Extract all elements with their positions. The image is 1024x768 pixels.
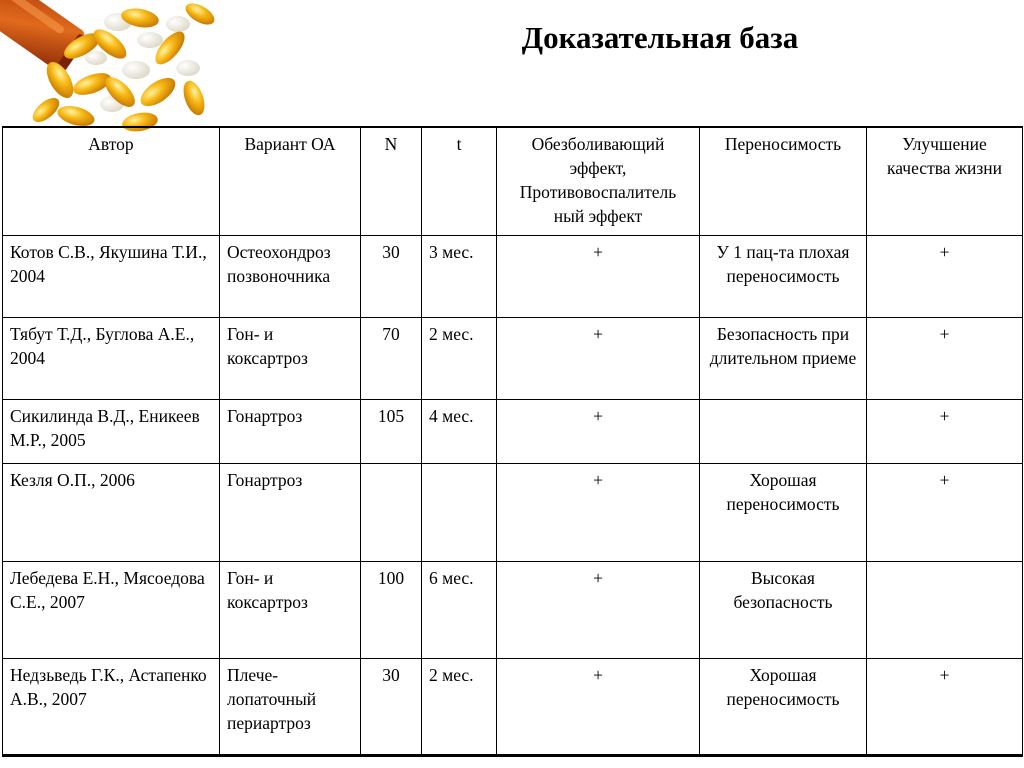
- cell-author: Кезля О.П., 2006: [3, 463, 220, 561]
- header-effect: Обезболивающий эффект, Противовоспалитель ный эффект: [497, 127, 700, 235]
- cell-tolerance: Высокая безопасность: [700, 561, 867, 658]
- cell-author: Недзьведь Г.К., Астапенко А.В., 2007: [3, 658, 220, 755]
- cell-effect: +: [497, 561, 700, 658]
- cell-t: 4 мес.: [422, 399, 497, 463]
- cell-author: Сикилинда В.Д., Еникеев М.Р., 2005: [3, 399, 220, 463]
- cell-t: 2 мес.: [422, 317, 497, 399]
- cell-quality: +: [867, 399, 1023, 463]
- cell-author: Тябут Т.Д., Буглова А.Е., 2004: [3, 317, 220, 399]
- cell-t: 3 мес.: [422, 235, 497, 317]
- cell-tolerance: У 1 пац-та плохая переносимость: [700, 235, 867, 317]
- cell-tolerance: Хорошая переносимость: [700, 463, 867, 561]
- header-t: t: [422, 127, 497, 235]
- cell-n: 30: [361, 235, 422, 317]
- cell-n: 30: [361, 658, 422, 755]
- table-row: [3, 561, 1023, 658]
- table-row: [3, 317, 1023, 399]
- cell-effect: +: [497, 658, 700, 755]
- header-variant: Вариант ОА: [220, 127, 361, 235]
- evidence-table: [2, 126, 1023, 757]
- cell-tolerance: Безопасность при длительном приеме: [700, 317, 867, 399]
- cell-variant: Остеохондроз позвоночника: [220, 235, 361, 317]
- table-row: [3, 463, 1023, 561]
- cell-t: 2 мес.: [422, 658, 497, 755]
- header-tolerance: Переносимость: [700, 127, 867, 235]
- cell-variant: Плече-лопаточный периартроз: [220, 658, 361, 755]
- cell-variant: Гонартроз: [220, 463, 361, 561]
- cell-variant: Гон- и коксартроз: [220, 317, 361, 399]
- table-header-row: [3, 127, 1023, 235]
- cell-author: Котов С.В., Якушина Т.И., 2004: [3, 235, 220, 317]
- cell-variant: Гон- и коксартроз: [220, 561, 361, 658]
- cell-quality: +: [867, 658, 1023, 755]
- table-row: [3, 235, 1023, 317]
- cell-author: Лебедева Е.Н., Мясоедова С.Е., 2007: [3, 561, 220, 658]
- cell-tolerance: [700, 399, 867, 463]
- cell-effect: +: [497, 399, 700, 463]
- table-row: [3, 399, 1023, 463]
- capsules-icon: [0, 0, 224, 137]
- cell-quality: +: [867, 235, 1023, 317]
- cell-quality: [867, 561, 1023, 658]
- cell-tolerance: Хорошая переносимость: [700, 658, 867, 755]
- cell-effect: +: [497, 235, 700, 317]
- cell-n: 70: [361, 317, 422, 399]
- cell-variant: Гонартроз: [220, 399, 361, 463]
- cell-quality: +: [867, 317, 1023, 399]
- header-author: Автор: [3, 127, 220, 235]
- table-row: [3, 658, 1023, 755]
- cell-n: 100: [361, 561, 422, 658]
- cell-quality: +: [867, 463, 1023, 561]
- cell-effect: +: [497, 463, 700, 561]
- cell-n: 105: [361, 399, 422, 463]
- page-title: Доказательная база: [521, 20, 799, 55]
- cell-effect: +: [497, 317, 700, 399]
- cell-n: [361, 463, 422, 561]
- cell-t: 6 мес.: [422, 561, 497, 658]
- cell-t: [422, 463, 497, 561]
- header-n: N: [361, 127, 422, 235]
- header-quality: Улучшение качества жизни: [867, 127, 1023, 235]
